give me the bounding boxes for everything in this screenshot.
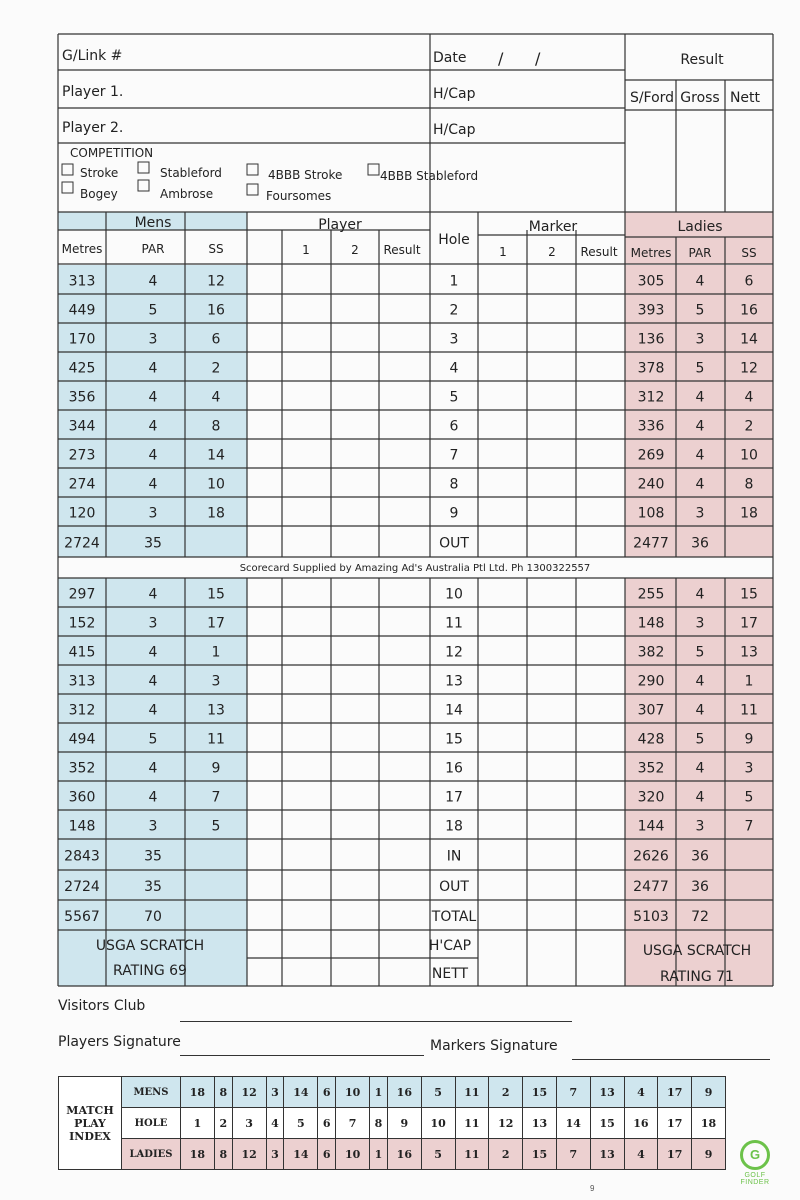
mpi-ladies-cell: 17: [658, 1139, 692, 1170]
hole-cell: 10: [445, 586, 463, 603]
ladies-metres-cell: 352: [637, 760, 665, 777]
ladies-par-cell: 72: [691, 909, 709, 925]
player-col-1-header: 1: [302, 243, 310, 257]
mens-par-cell: 4: [148, 418, 158, 435]
ladies-metres-cell: 2477: [633, 879, 669, 895]
mpi-label-line2: PLAY: [74, 1116, 106, 1130]
ladies-ss-cell: 1: [744, 673, 754, 690]
mens-par-cell: 35: [144, 535, 162, 552]
stroke-label: Stroke: [80, 166, 119, 180]
mpi-ladies-cell: 7: [556, 1139, 590, 1170]
mens-metres-cell: 2724: [64, 535, 100, 552]
mpi-mens-cell: 12: [232, 1077, 266, 1108]
mpi-mens-cell: 8: [214, 1077, 232, 1108]
mpi-label-line3: INDEX: [69, 1129, 111, 1143]
ladies-metres-cell: 290: [637, 673, 665, 690]
mpi-holes-cell: 8: [370, 1108, 388, 1139]
nett-row-label: NETT: [431, 966, 469, 982]
ladies-ss-header: SS: [741, 246, 757, 260]
mpi-ladies-cell: 2: [489, 1139, 523, 1170]
ladies-par-cell: 5: [695, 302, 705, 319]
player1-label: Player 1.: [62, 84, 124, 100]
mpi-mens-cell: 2: [489, 1077, 523, 1108]
hole-cell: 18: [445, 818, 463, 835]
mpi-ladies-cell: 4: [624, 1139, 658, 1170]
mpi-mens-cell: 10: [336, 1077, 370, 1108]
ladies-par-cell: 4: [695, 760, 705, 777]
ladies-metres-cell: 312: [637, 389, 665, 406]
mens-ss-cell: 2: [211, 360, 221, 377]
mens-metres-cell: 352: [68, 760, 96, 777]
ladies-par-cell: 4: [695, 389, 705, 406]
mens-par-cell: 4: [148, 760, 158, 777]
mpi-ladies-row: [59, 1139, 726, 1170]
ladies-rating-line2: RATING 71: [660, 969, 734, 985]
hole-header: Hole: [438, 232, 470, 248]
mens-par-header: PAR: [141, 242, 165, 256]
supplier-note: Scorecard Supplied by Amazing Ad's Australia Ptl Ltd. Ph 1300322557: [239, 563, 591, 574]
mpi-ladies-cell: 6: [318, 1139, 336, 1170]
mens-par-cell: 35: [144, 848, 162, 865]
date-slash-1: /: [498, 49, 504, 68]
ladies-ss-cell: 17: [740, 615, 758, 632]
stroke-checkbox[interactable]: [62, 164, 73, 175]
markers-signature-label: Markers Signature: [430, 1038, 558, 1054]
mens-metres-cell: 312: [68, 702, 96, 719]
hole-cell: 11: [445, 615, 463, 632]
mens-par-cell: 4: [148, 644, 158, 661]
hole-cell: 5: [449, 389, 459, 406]
visitors-club-line[interactable]: [180, 1021, 572, 1022]
mens-par-cell: 4: [148, 273, 158, 290]
mpi-label-line1: MATCH: [66, 1103, 114, 1117]
mpi-holes-cell: 1: [181, 1108, 215, 1139]
mpi-ladies-cell: 10: [336, 1139, 370, 1170]
mens-metres-cell: 2843: [64, 848, 100, 865]
mpi-ladies-cell: 13: [590, 1139, 624, 1170]
mens-par-cell: 4: [148, 673, 158, 690]
mens-metres-cell: 313: [68, 273, 96, 290]
hole-cell: OUT: [439, 879, 469, 895]
mens-ss-cell: 16: [207, 302, 225, 319]
ladies-metres-cell: 378: [637, 360, 665, 377]
mpi-label: [59, 1077, 122, 1170]
mpi-holes-cell: 13: [523, 1108, 557, 1139]
hole-cell: 17: [445, 789, 463, 806]
mens-ss-cell: 13: [207, 702, 225, 719]
date-slash-2: /: [535, 49, 541, 68]
ladies-par-cell: 36: [691, 848, 709, 865]
mens-par-cell: 3: [148, 505, 158, 522]
competition-label: COMPETITION: [70, 146, 154, 160]
mens-par-cell: 3: [148, 818, 158, 835]
mens-metres-cell: 120: [68, 505, 96, 522]
mpi-holes-cell: 2: [214, 1108, 232, 1139]
ladies-rating-line1: USGA SCRATCH: [642, 943, 752, 959]
mpi-mens-cell: 1: [370, 1077, 388, 1108]
ladies-ss-cell: 18: [740, 505, 758, 522]
mpi-ladies-cell: 1: [370, 1139, 388, 1170]
marker-col-1-header: 1: [499, 245, 507, 259]
mens-ss-cell: 8: [211, 418, 221, 435]
hole-cell: 12: [445, 644, 463, 661]
ladies-ss-cell: 8: [744, 476, 754, 493]
ladies-metres-cell: 136: [637, 331, 665, 348]
mens-par-cell: 4: [148, 586, 158, 603]
mens-metres-cell: 5567: [64, 909, 100, 925]
player-header: Player: [318, 217, 362, 233]
mens-par-cell: 35: [144, 879, 162, 895]
mens-ss-cell: 9: [211, 760, 221, 777]
4bbb-stroke-checkbox[interactable]: [247, 164, 258, 175]
ladies-header: Ladies: [677, 219, 723, 235]
mpi-holes-cell: 17: [658, 1108, 692, 1139]
mens-ss-cell: 7: [211, 789, 221, 806]
mens-ss-cell: 5: [211, 818, 221, 835]
mens-ss-cell: 12: [207, 273, 225, 290]
result-label: Result: [680, 52, 724, 68]
mens-metres-header: Metres: [61, 242, 103, 256]
player2-hcap-label: H/Cap: [433, 122, 476, 138]
ladies-par-cell: 5: [695, 360, 705, 377]
ladies-par-cell: 3: [695, 615, 705, 632]
golf-finder-logo-icon: G: [740, 1140, 770, 1170]
stableford-checkbox[interactable]: [138, 162, 149, 173]
ladies-par-cell: 3: [695, 331, 705, 348]
ladies-ss-cell: 2: [744, 418, 754, 435]
ladies-metres-cell: 393: [637, 302, 665, 319]
mens-par-cell: 4: [148, 360, 158, 377]
players-signature-line[interactable]: [180, 1055, 424, 1056]
ladies-metres-cell: 269: [637, 447, 665, 464]
hole-cell: 13: [445, 673, 463, 690]
mpi-holes-cell: 16: [624, 1108, 658, 1139]
ladies-metres-cell: 428: [637, 731, 665, 748]
gross-label: Gross: [680, 90, 720, 106]
mpi-mens-cell: 18: [181, 1077, 215, 1108]
hole-cell: 4: [449, 360, 459, 377]
mens-ss-cell: 18: [207, 505, 225, 522]
hole-cell: 1: [449, 273, 459, 290]
mens-metres-cell: 415: [68, 644, 96, 661]
markers-signature-line[interactable]: [572, 1059, 770, 1060]
golf-finder-logo: [730, 1140, 780, 1190]
player-result-header: Result: [383, 243, 421, 257]
ladies-metres-cell: 5103: [633, 909, 669, 925]
ladies-par-cell: 36: [691, 535, 709, 552]
mpi-hole-row: [59, 1108, 726, 1139]
hole-cell: TOTAL: [431, 909, 477, 925]
hole-cell: 16: [445, 760, 463, 777]
mens-ss-cell: 11: [207, 731, 225, 748]
ladies-par-cell: 4: [695, 447, 705, 464]
ladies-ss-cell: 12: [740, 360, 758, 377]
ladies-par-header: PAR: [688, 246, 712, 260]
ladies-ss-cell: 3: [744, 760, 754, 777]
mens-metres-cell: 274: [68, 476, 96, 493]
mpi-mens-cell: 4: [624, 1077, 658, 1108]
mpi-mens-cell: 14: [284, 1077, 318, 1108]
ladies-metres-cell: 2626: [633, 848, 669, 865]
mens-ss-cell: 10: [207, 476, 225, 493]
mpi-ladies-cell: 16: [387, 1139, 421, 1170]
mpi-mens-label: MENS: [122, 1077, 181, 1108]
mens-par-cell: 4: [148, 702, 158, 719]
bogey-label: Bogey: [80, 187, 118, 201]
ladies-metres-cell: 305: [637, 273, 665, 290]
mens-par-cell: 70: [144, 909, 162, 925]
mpi-ladies-label: LADIES: [122, 1139, 181, 1170]
ladies-metres-cell: 240: [637, 476, 665, 493]
hcap-row-label: H'CAP: [428, 938, 472, 954]
mens-ss-cell: 6: [211, 331, 221, 348]
mens-par-cell: 4: [148, 789, 158, 806]
hole-cell: 7: [449, 447, 459, 464]
mpi-holes-cell: 6: [318, 1108, 336, 1139]
mens-ss-cell: 17: [207, 615, 225, 632]
ladies-par-cell: 4: [695, 476, 705, 493]
mpi-holes-cell: 11: [455, 1108, 489, 1139]
mpi-holes-cell: 5: [284, 1108, 318, 1139]
ladies-par-cell: 4: [695, 673, 705, 690]
hole-cell: OUT: [439, 535, 469, 552]
ladies-ss-cell: 11: [740, 702, 758, 719]
4bbb-stableford-checkbox[interactable]: [368, 164, 379, 175]
mens-par-cell: 5: [148, 302, 158, 319]
mens-metres-cell: 449: [68, 302, 96, 319]
players-signature-label: Players Signature: [58, 1034, 181, 1050]
mens-par-cell: 4: [148, 476, 158, 493]
mens-metres-cell: 356: [68, 389, 96, 406]
ladies-metres-cell: 144: [637, 818, 665, 835]
ladies-metres-cell: 108: [637, 505, 665, 522]
mens-ss-cell: 15: [207, 586, 225, 603]
mens-par-cell: 3: [148, 615, 158, 632]
hole-cell: 3: [449, 331, 459, 348]
mens-metres-cell: 2724: [64, 879, 100, 895]
ambrose-label: Ambrose: [160, 187, 214, 201]
mpi-ladies-cell: 8: [214, 1139, 232, 1170]
mens-metres-cell: 425: [68, 360, 96, 377]
page-mark: 9: [590, 1184, 595, 1193]
sford-label: S/Ford: [629, 90, 675, 106]
hole-cell: 6: [449, 418, 459, 435]
mpi-mens-cell: 16: [387, 1077, 421, 1108]
ladies-par-cell: 3: [695, 505, 705, 522]
ladies-metres-cell: 320: [637, 789, 665, 806]
mens-ss-cell: 1: [211, 644, 221, 661]
ladies-metres-cell: 2477: [633, 535, 669, 552]
hole-cell: 15: [445, 731, 463, 748]
mpi-holes-cell: 18: [692, 1108, 726, 1139]
mens-par-cell: 4: [148, 447, 158, 464]
ladies-metres-cell: 255: [637, 586, 665, 603]
mpi-ladies-cell: 14: [284, 1139, 318, 1170]
mens-metres-cell: 344: [68, 418, 96, 435]
hole-cell: 14: [445, 702, 463, 719]
mpi-holes-cell: 9: [387, 1108, 421, 1139]
mpi-mens-row: [59, 1077, 726, 1108]
ladies-par-cell: 4: [695, 586, 705, 603]
visitors-club-label: Visitors Club: [58, 998, 146, 1014]
ladies-ss-cell: 9: [744, 731, 754, 748]
mpi-ladies-cell: 9: [692, 1139, 726, 1170]
ladies-par-cell: 4: [695, 702, 705, 719]
golf-finder-logo-text: GOLF FINDER: [740, 1172, 770, 1186]
ladies-metres-cell: 148: [637, 615, 665, 632]
mpi-holes-cell: 10: [421, 1108, 455, 1139]
ladies-metres-header: Metres: [630, 246, 672, 260]
ladies-ss-cell: 14: [740, 331, 758, 348]
ladies-metres-cell: 336: [637, 418, 665, 435]
ladies-par-cell: 36: [691, 879, 709, 895]
mens-metres-cell: 148: [68, 818, 96, 835]
ladies-par-cell: 4: [695, 418, 705, 435]
mpi-ladies-cell: 12: [232, 1139, 266, 1170]
4bbb-stroke-label: 4BBB Stroke: [268, 168, 343, 182]
mpi-holes-cell: 7: [336, 1108, 370, 1139]
mens-ss-cell: 4: [211, 389, 221, 406]
hole-cell: 2: [449, 302, 459, 319]
ladies-par-cell: 4: [695, 789, 705, 806]
mpi-holes-cell: 15: [590, 1108, 624, 1139]
ladies-ss-cell: 7: [744, 818, 754, 835]
hole-cell: 8: [449, 476, 459, 493]
mens-metres-cell: 313: [68, 673, 96, 690]
mpi-mens-cell: 9: [692, 1077, 726, 1108]
mens-par-cell: 5: [148, 731, 158, 748]
marker-result-header: Result: [580, 245, 618, 259]
mpi-mens-cell: 3: [266, 1077, 284, 1108]
mpi-mens-cell: 13: [590, 1077, 624, 1108]
foursomes-label: Foursomes: [266, 189, 332, 203]
4bbb-stableford-label: 4BBB Stableford: [380, 169, 479, 183]
mpi-ladies-cell: 5: [421, 1139, 455, 1170]
mpi-mens-cell: 15: [523, 1077, 557, 1108]
ladies-par-cell: 5: [695, 644, 705, 661]
foursomes-checkbox[interactable]: [247, 184, 258, 195]
mpi-mens-cell: 5: [421, 1077, 455, 1108]
ladies-ss-cell: 10: [740, 447, 758, 464]
ladies-ss-cell: 13: [740, 644, 758, 661]
mpi-ladies-cell: 15: [523, 1139, 557, 1170]
ladies-ss-cell: 5: [744, 789, 754, 806]
marker-col-2-header: 2: [548, 245, 556, 259]
mpi-mens-cell: 11: [455, 1077, 489, 1108]
stableford-label: Stableford: [160, 166, 222, 180]
mens-rating-line2: RATING 69: [113, 963, 187, 979]
ladies-par-cell: 5: [695, 731, 705, 748]
ladies-ss-cell: 16: [740, 302, 758, 319]
mens-ss-cell: 3: [211, 673, 221, 690]
mens-header: Mens: [134, 215, 172, 231]
mens-metres-cell: 360: [68, 789, 96, 806]
mpi-ladies-cell: 11: [455, 1139, 489, 1170]
mens-par-cell: 3: [148, 331, 158, 348]
nett-label: Nett: [729, 90, 761, 106]
mpi-holes-cell: 12: [489, 1108, 523, 1139]
ambrose-checkbox[interactable]: [138, 180, 149, 191]
mens-ss-header: SS: [208, 242, 224, 256]
mpi-mens-cell: 17: [658, 1077, 692, 1108]
ladies-par-cell: 4: [695, 273, 705, 290]
mpi-mens-cell: 7: [556, 1077, 590, 1108]
mens-ss-cell: 14: [207, 447, 225, 464]
match-play-index: [58, 1076, 726, 1170]
mpi-holes-cell: 4: [266, 1108, 284, 1139]
bogey-checkbox[interactable]: [62, 182, 73, 193]
ladies-metres-cell: 382: [637, 644, 665, 661]
player2-label: Player 2.: [62, 120, 124, 136]
ladies-ss-cell: 15: [740, 586, 758, 603]
mens-metres-cell: 297: [68, 586, 96, 603]
ladies-ss-cell: 6: [744, 273, 754, 290]
ladies-par-cell: 3: [695, 818, 705, 835]
mens-rating-line1: USGA SCRATCH: [95, 938, 205, 954]
mpi-hole-label: HOLE: [122, 1108, 181, 1139]
ladies-ss-cell: 4: [744, 389, 754, 406]
glink-label: G/Link #: [62, 48, 123, 64]
mens-metres-cell: 152: [68, 615, 96, 632]
hole-cell: 9: [449, 505, 459, 522]
mpi-ladies-cell: 18: [181, 1139, 215, 1170]
mpi-mens-cell: 6: [318, 1077, 336, 1108]
marker-header: Marker: [528, 219, 578, 235]
player-col-2-header: 2: [351, 243, 359, 257]
mens-metres-cell: 494: [68, 731, 96, 748]
player1-hcap-label: H/Cap: [433, 86, 476, 102]
ladies-metres-cell: 307: [637, 702, 665, 719]
date-label: Date: [433, 50, 467, 66]
hole-cell: IN: [446, 848, 462, 865]
mens-metres-cell: 170: [68, 331, 96, 348]
mpi-ladies-cell: 3: [266, 1139, 284, 1170]
mpi-holes-cell: 3: [232, 1108, 266, 1139]
mens-metres-cell: 273: [68, 447, 96, 464]
mpi-holes-cell: 14: [556, 1108, 590, 1139]
mens-par-cell: 4: [148, 389, 158, 406]
